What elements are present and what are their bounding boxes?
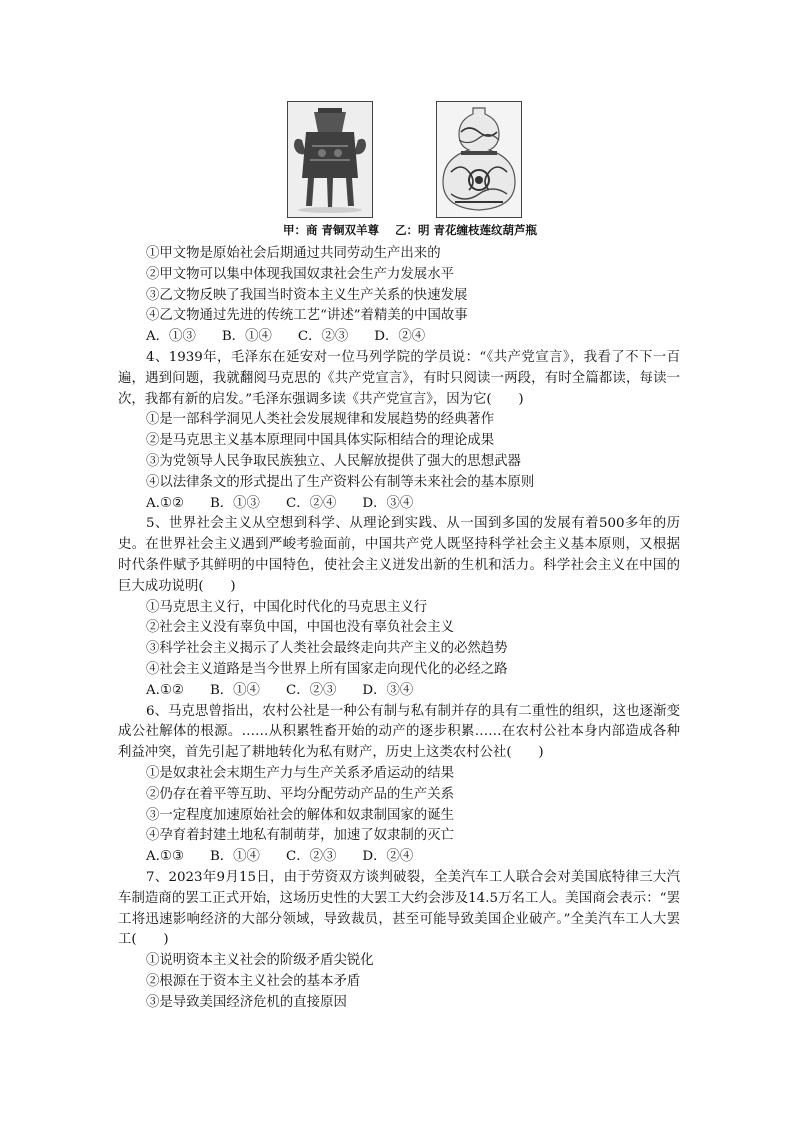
q6-stem: 6、马克思曾指出，农村公社是一种公有制与私有制并存的具有二重性的组织，这也逐渐变成公社解体的根源。……从积累牲畜开始的动产的逐步积累……在农村公社本身内部造成各种利益冲突，首先引起了耕地转化为私有财产，历史上这类农村公社( ) — [118, 703, 680, 761]
q5-option-a: A.①② — [146, 682, 184, 698]
q6-options — [118, 847, 680, 868]
blue-white-gourd-vase-image — [436, 101, 522, 218]
q3-option-b: B．①④ — [221, 329, 272, 345]
q5-stem: 5、世界社会主义从空想到科学、从理论到实践、从一国到多国的发展有着500多年的历史。在世界社会主义遇到严峻考验面前，中国共产党人既坚持科学社会主义基本原则，又根据时代条件赋予其鲜明的中国特色，使社会主义迸发出新的生机和活力。科学社会主义在中国的巨大成功说明( ) — [118, 516, 680, 594]
q5-item-4: ④社会主义道路是当今世界上所有国家走向现代化的必经之路 — [146, 661, 508, 677]
q4-option-c: C．②④ — [285, 495, 337, 511]
q6-item-1: ①是奴隶社会末期生产力与生产关系矛盾运动的结果 — [146, 765, 454, 781]
q3-item-2: ②甲文物可以集中体现我国奴隶社会生产力发展水平 — [146, 266, 454, 282]
question-3 — [118, 244, 680, 348]
figures — [0, 101, 794, 241]
q4-option-b: B．①③ — [209, 495, 260, 511]
q6-option-b: B．①④ — [209, 849, 260, 865]
q6-option-d: D．②④ — [362, 849, 414, 865]
q6-option-a: A.①③ — [146, 849, 184, 865]
q3-item-1: ①甲文物是原始社会后期通过共同劳动生产出来的 — [146, 246, 441, 261]
q5-option-d: D．③④ — [362, 682, 414, 698]
q4-item-3: ③为党领导人民争取民族独立、人民解放提供了强大的思想武器 — [146, 453, 521, 469]
q6-item-4: ④孕育着封建土地私有制萌芽，加速了奴隶制的灭亡 — [146, 828, 454, 844]
q4-option-a: A.①② — [146, 495, 184, 511]
question-6 — [118, 702, 680, 868]
q3-item-3: ③乙文物反映了我国当时资本主义生产关系的快速发展 — [146, 287, 468, 303]
q5-item-3: ③科学社会主义揭示了人类社会最终走向共产主义的必然趋势 — [146, 641, 508, 657]
q7-item-2: ②根源在于资本主义社会的基本矛盾 — [146, 973, 361, 989]
q3-option-d: D．②④ — [374, 329, 426, 345]
q6-item-2: ②仍存在着平等互助、平均分配劳动产品的生产关系 — [146, 786, 454, 802]
figure-caption — [240, 222, 580, 238]
yi-caption: 乙：明 青花缠枝莲纹葫芦瓶 — [395, 223, 538, 237]
q5-item-1: ①马克思主义行，中国化时代化的马克思主义行 — [146, 599, 428, 615]
q3-item-4: ④乙文物通过先进的传统工艺“讲述”着精美的中国故事 — [146, 308, 468, 324]
jia-caption: 甲：商 青铜双羊尊 — [282, 223, 379, 237]
q4-item-1: ①是一部科学洞见人类社会发展规律和发展趋势的经典著作 — [146, 412, 495, 428]
q6-item-3: ③一定程度加速原始社会的解体和奴隶制国家的诞生 — [146, 807, 454, 823]
bronze-double-ram-zun-image — [287, 101, 373, 218]
q5-option-b: B．①④ — [209, 682, 260, 698]
q4-item-2: ②是马克思主义基本原理同中国具体实际相结合的理论成果 — [146, 433, 495, 449]
q4-option-d: D．③④ — [362, 495, 414, 511]
question-content — [118, 244, 680, 1013]
q5-options — [118, 681, 680, 702]
q3-option-a: A．①③ — [146, 329, 196, 345]
q3-options — [118, 327, 680, 348]
q6-option-c: C．②③ — [285, 849, 337, 865]
question-7 — [118, 868, 680, 1014]
q4-options — [118, 494, 680, 515]
question-4 — [118, 348, 680, 514]
q7-item-3: ③是导致美国经济危机的直接原因 — [146, 994, 347, 1010]
q3-option-c: C．②③ — [297, 329, 349, 345]
q5-item-2: ②社会主义没有辜负中国，中国也没有辜负社会主义 — [146, 620, 454, 636]
question-5 — [118, 514, 680, 701]
q7-item-1: ①说明资本主义社会的阶级矛盾尖锐化 — [146, 953, 374, 969]
q4-stem: 4、1939年，毛泽东在延安对一位马列学院的学员说：“《共产党宣言》，我看了不下一百遍，遇到问题，我就翻阅马克思的《共产党宣言》，有时只阅读一两段，有时全篇都读，每读一次，我都有新的启发。”毛泽东强调多读《共产党宣言》，因为它( ) — [118, 349, 680, 407]
q7-stem: 7、2023年9月15日，由于劳资双方谈判破裂，全美汽车工人联合会对美国底特律三大汽车制造商的罢工正式开始，这场历史性的大罢工大约会涉及14.5万名工人。美国商会表示：“罢工将迅速影响经济的大部分领域，导致裁员，甚至可能导致美国企业破产。”全美汽车工人大罢工( ) — [118, 869, 680, 948]
q4-item-4: ④以法律条文的形式提出了生产资料公有制等未来社会的基本原则 — [146, 474, 535, 490]
q5-option-c: C．②③ — [285, 682, 337, 698]
